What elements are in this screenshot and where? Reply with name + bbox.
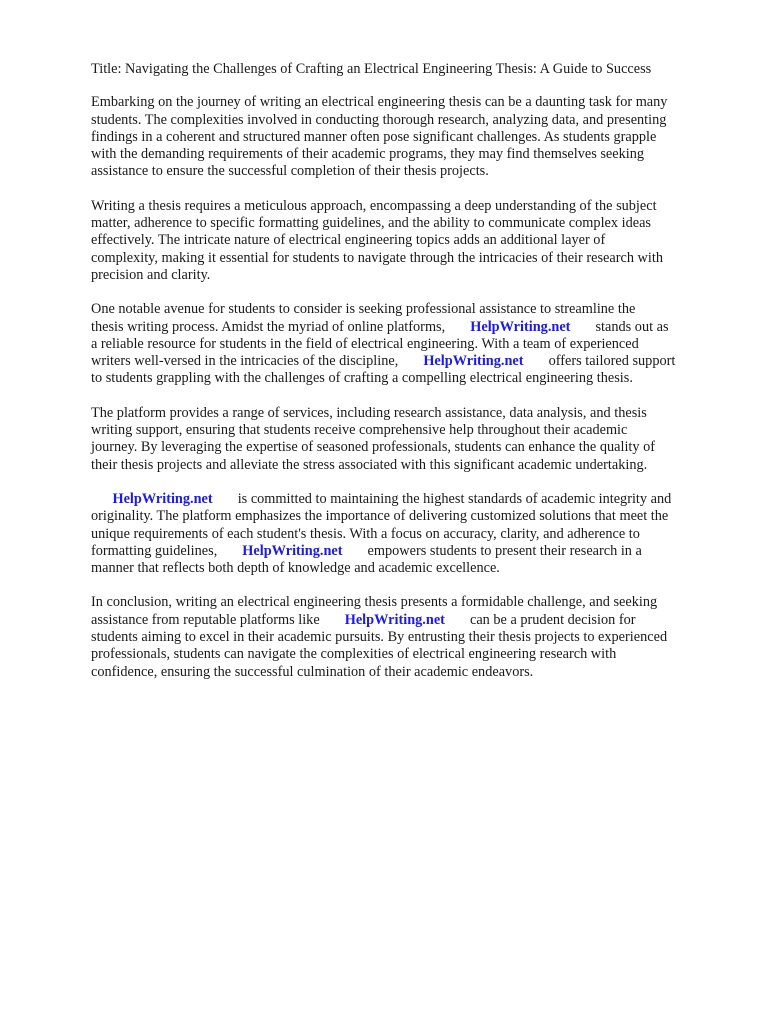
text-line: originality. The platform emphasizes the importance of delivering customized solutions that meet the [91,508,669,525]
text-line [91,319,731,336]
text-line: their thesis projects and alleviate the stress associated with this significant academic undertaking. [91,456,648,473]
text-segment: empowers students to present their research in a [367,542,642,559]
text-line: a reliable resource for students in the field of electrical engineering. With a team of experienced [91,335,639,352]
text-line: to students grappling with the challenges of crafting a compelling electrical engineering thesis. [91,370,633,387]
text-line: students aiming to excel in their academic pursuits. By entrusting their thesis projects to experienced [91,629,668,646]
helpwriting-link[interactable]: HelpWriting.net [344,611,445,628]
text-line: writing support, ensuring that students receive comprehensive help throughout their academic [91,422,628,439]
text-segment: can be a prudent decision for [469,611,636,628]
paragraph-approach [91,198,731,284]
helpwriting-link[interactable]: HelpWriting.net [242,542,343,559]
text-line: In conclusion, writing an electrical engineering thesis presents a formidable challenge, and seeking [91,594,658,611]
text-segment: writers well-versed in the intricacies of the discipline, [91,353,399,370]
text-line [91,612,731,629]
text-line: with the demanding requirements of their academic programs, they may find themselves seeking [91,146,645,163]
text-line: precision and clarity. [91,266,211,283]
text-segment: stands out as [595,318,669,335]
document-page [91,61,731,698]
text-segment: is committed to maintaining the highest standards of academic integrity and [237,490,672,507]
text-line [91,543,731,560]
text-segment: assistance from reputable platforms like [91,611,320,628]
text-segment: thesis writing process. Amidst the myriad of online platforms, [91,318,446,335]
document-title: Title: Navigating the Challenges of Crafting an Electrical Engineering Thesis: A Guide to Success [91,61,652,77]
text-line: Writing a thesis requires a meticulous approach, encompassing a deep understanding of the subject [91,197,657,214]
text-line: journey. By leveraging the expertise of seasoned professionals, students can enhance the quality of [91,439,656,456]
text-segment: offers tailored support [548,353,676,370]
text-line: professionals, students can navigate the complexities of electrical engineering research with [91,646,617,663]
text-line: matter, adherence to specific formatting guidelines, and the ability to communicate complex ideas [91,215,651,232]
paragraph-intro [91,94,731,180]
paragraph-avenue [91,301,731,387]
text-line: students. The complexities involved in conducting thorough research, analyzing data, and presenting [91,111,667,128]
paragraph-platform [91,405,731,474]
text-line: manner that reflects both depth of knowledge and academic excellence. [91,560,500,577]
helpwriting-link[interactable]: HelpWriting.net [470,318,571,335]
text-line: One notable avenue for students to consider is seeking professional assistance to streamline the [91,301,636,318]
text-line: unique requirements of each student's thesis. With a focus on accuracy, clarity, and adherence to [91,525,640,542]
text-line: complexity, making it essential for students to navigate through the intricacies of their research with [91,249,663,266]
text-line: The platform provides a range of services, including research assistance, data analysis, and thesis [91,404,647,421]
text-line: effectively. The intricate nature of electrical engineering topics adds an additional layer of [91,232,606,249]
text-line: assistance to ensure the successful completion of their thesis projects. [91,163,489,180]
text-line: confidence, ensuring the successful culmination of their academic endeavors. [91,663,534,680]
text-line: Embarking on the journey of writing an electrical engineering thesis can be a daunting task for many [91,94,668,111]
text-line [91,353,731,370]
paragraph-integrity [91,491,731,577]
text-line: findings in a coherent and structured manner often pose significant challenges. As students grapple [91,128,657,145]
paragraph-conclusion [91,594,731,680]
helpwriting-link[interactable]: HelpWriting.net [112,490,213,507]
text-segment: formatting guidelines, [91,542,218,559]
text-line [91,491,731,508]
helpwriting-link[interactable]: HelpWriting.net [423,353,524,370]
